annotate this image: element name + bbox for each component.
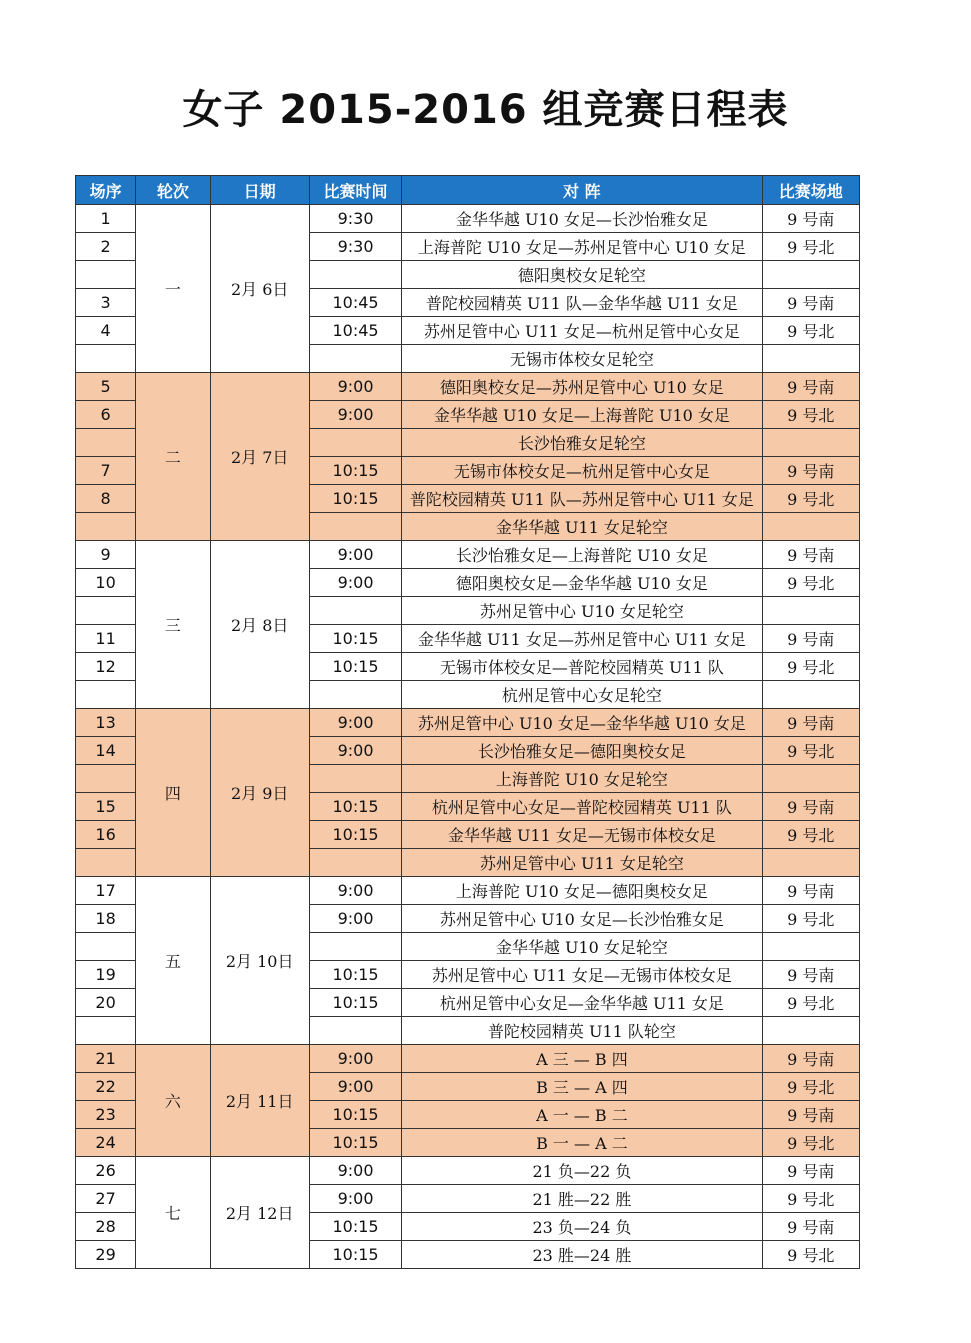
cell-venue: 9 号北 (762, 737, 859, 765)
cell-time: 9:00 (309, 1045, 401, 1073)
cell-time: 10:15 (309, 961, 401, 989)
table-body (76, 205, 860, 1269)
cell-time: 10:15 (309, 821, 401, 849)
cell-time (309, 597, 401, 625)
cell-venue: 9 号南 (762, 625, 859, 653)
cell-round: 三 (136, 541, 210, 709)
cell-round: 二 (136, 373, 210, 541)
cell-match: 德阳奥校女足—金华华越 U10 女足 (402, 569, 762, 597)
cell-time: 9:00 (309, 1073, 401, 1101)
schedule-table (75, 175, 860, 1269)
cell-seq (76, 933, 136, 961)
cell-seq: 28 (76, 1213, 136, 1241)
cell-time: 10:15 (309, 793, 401, 821)
table-row (76, 541, 860, 569)
cell-seq: 7 (76, 457, 136, 485)
cell-match: 无锡市体校女足—普陀校园精英 U11 队 (402, 653, 762, 681)
cell-seq: 12 (76, 653, 136, 681)
cell-match: 金华华越 U10 女足—上海普陀 U10 女足 (402, 401, 762, 429)
cell-round: 四 (136, 709, 210, 877)
cell-seq (76, 765, 136, 793)
cell-time: 10:15 (309, 485, 401, 513)
cell-venue: 9 号北 (762, 1073, 859, 1101)
cell-match: 德阳奥校女足—苏州足管中心 U10 女足 (402, 373, 762, 401)
cell-venue (762, 765, 859, 793)
cell-venue: 9 号北 (762, 653, 859, 681)
cell-match: 23 负—24 负 (402, 1213, 762, 1241)
cell-match: 杭州足管中心女足—普陀校园精英 U11 队 (402, 793, 762, 821)
cell-seq: 24 (76, 1129, 136, 1157)
cell-date: 2月 10日 (210, 877, 309, 1045)
cell-venue: 9 号北 (762, 1185, 859, 1213)
cell-match: 普陀校园精英 U11 队—苏州足管中心 U11 女足 (402, 485, 762, 513)
cell-venue: 9 号北 (762, 989, 859, 1017)
cell-round: 一 (136, 205, 210, 373)
cell-round: 五 (136, 877, 210, 1045)
cell-match: 杭州足管中心女足—金华华越 U11 女足 (402, 989, 762, 1017)
cell-venue: 9 号北 (762, 821, 859, 849)
cell-date: 2月 11日 (210, 1045, 309, 1157)
cell-venue (762, 597, 859, 625)
header-time: 比赛时间 (309, 176, 401, 205)
cell-seq (76, 345, 136, 373)
cell-match: 杭州足管中心女足轮空 (402, 681, 762, 709)
cell-venue (762, 513, 859, 541)
cell-time: 9:00 (309, 401, 401, 429)
cell-match: A 三 — B 四 (402, 1045, 762, 1073)
cell-seq (76, 849, 136, 877)
cell-time (309, 765, 401, 793)
cell-match: 苏州足管中心 U11 女足—杭州足管中心女足 (402, 317, 762, 345)
cell-time (309, 261, 401, 289)
cell-match: 21 胜—22 胜 (402, 1185, 762, 1213)
cell-date: 2月 7日 (210, 373, 309, 541)
cell-seq: 10 (76, 569, 136, 597)
cell-venue (762, 933, 859, 961)
cell-match: 金华华越 U11 女足—苏州足管中心 U11 女足 (402, 625, 762, 653)
cell-time: 9:00 (309, 569, 401, 597)
cell-time: 9:00 (309, 905, 401, 933)
cell-venue: 9 号南 (762, 1213, 859, 1241)
header-match: 对 阵 (402, 176, 762, 205)
cell-seq: 21 (76, 1045, 136, 1073)
table-row (76, 1045, 860, 1073)
cell-venue: 9 号北 (762, 401, 859, 429)
cell-venue: 9 号北 (762, 1129, 859, 1157)
table-header-row (76, 176, 860, 205)
cell-seq: 11 (76, 625, 136, 653)
cell-seq: 22 (76, 1073, 136, 1101)
header-round: 轮次 (136, 176, 210, 205)
cell-time: 10:15 (309, 1213, 401, 1241)
header-seq: 场序 (76, 176, 136, 205)
cell-venue (762, 849, 859, 877)
cell-match: 上海普陀 U10 女足—苏州足管中心 U10 女足 (402, 233, 762, 261)
cell-match: B 三 — A 四 (402, 1073, 762, 1101)
cell-time: 10:15 (309, 1129, 401, 1157)
cell-seq: 13 (76, 709, 136, 737)
cell-seq: 3 (76, 289, 136, 317)
cell-time: 10:15 (309, 625, 401, 653)
cell-seq: 19 (76, 961, 136, 989)
cell-seq: 29 (76, 1241, 136, 1269)
cell-seq: 5 (76, 373, 136, 401)
cell-time: 9:00 (309, 1157, 401, 1185)
cell-venue (762, 261, 859, 289)
cell-venue: 9 号南 (762, 793, 859, 821)
cell-date: 2月 12日 (210, 1157, 309, 1269)
cell-match: 苏州足管中心 U10 女足—长沙怡雅女足 (402, 905, 762, 933)
cell-match: 无锡市体校女足轮空 (402, 345, 762, 373)
cell-seq: 16 (76, 821, 136, 849)
cell-match: 德阳奥校女足轮空 (402, 261, 762, 289)
cell-seq (76, 597, 136, 625)
table-row (76, 877, 860, 905)
cell-match: 苏州足管中心 U10 女足轮空 (402, 597, 762, 625)
cell-seq (76, 1017, 136, 1045)
cell-venue: 9 号南 (762, 205, 859, 233)
cell-round: 七 (136, 1157, 210, 1269)
cell-match: 上海普陀 U10 女足—德阳奥校女足 (402, 877, 762, 905)
cell-venue (762, 345, 859, 373)
page-title: 女子 2015-2016 组竞赛日程表 (182, 87, 789, 133)
cell-time: 9:00 (309, 1185, 401, 1213)
cell-match: 苏州足管中心 U11 女足轮空 (402, 849, 762, 877)
cell-time: 10:45 (309, 317, 401, 345)
table-row (76, 709, 860, 737)
cell-venue (762, 681, 859, 709)
cell-match: 无锡市体校女足—杭州足管中心女足 (402, 457, 762, 485)
cell-seq (76, 681, 136, 709)
cell-seq (76, 429, 136, 457)
table-row (76, 1157, 860, 1185)
cell-match: 普陀校园精英 U11 队轮空 (402, 1017, 762, 1045)
cell-venue: 9 号南 (762, 289, 859, 317)
cell-match: 长沙怡雅女足—德阳奥校女足 (402, 737, 762, 765)
table-row (76, 205, 860, 233)
cell-match: 金华华越 U11 女足—无锡市体校女足 (402, 821, 762, 849)
cell-match: 金华华越 U10 女足轮空 (402, 933, 762, 961)
cell-time: 10:15 (309, 457, 401, 485)
cell-venue: 9 号北 (762, 317, 859, 345)
cell-time: 10:15 (309, 653, 401, 681)
cell-seq (76, 513, 136, 541)
cell-seq: 9 (76, 541, 136, 569)
cell-time: 9:00 (309, 877, 401, 905)
cell-seq: 27 (76, 1185, 136, 1213)
cell-seq: 14 (76, 737, 136, 765)
cell-time: 10:15 (309, 989, 401, 1017)
cell-time (309, 1017, 401, 1045)
cell-match: 苏州足管中心 U11 女足—无锡市体校女足 (402, 961, 762, 989)
cell-seq: 23 (76, 1101, 136, 1129)
cell-match: 23 胜—24 胜 (402, 1241, 762, 1269)
cell-match: 金华华越 U11 女足轮空 (402, 513, 762, 541)
cell-match: 21 负—22 负 (402, 1157, 762, 1185)
cell-time (309, 681, 401, 709)
cell-time: 9:30 (309, 205, 401, 233)
cell-seq: 18 (76, 905, 136, 933)
cell-seq: 4 (76, 317, 136, 345)
cell-date: 2月 8日 (210, 541, 309, 709)
cell-venue: 9 号南 (762, 1045, 859, 1073)
cell-seq: 6 (76, 401, 136, 429)
cell-seq: 17 (76, 877, 136, 905)
cell-time (309, 513, 401, 541)
cell-venue: 9 号南 (762, 877, 859, 905)
cell-time: 9:00 (309, 709, 401, 737)
cell-time: 10:45 (309, 289, 401, 317)
cell-seq: 26 (76, 1157, 136, 1185)
cell-venue: 9 号北 (762, 233, 859, 261)
cell-venue (762, 429, 859, 457)
cell-venue: 9 号北 (762, 1241, 859, 1269)
cell-time (309, 849, 401, 877)
cell-time (309, 345, 401, 373)
cell-seq: 8 (76, 485, 136, 513)
cell-time: 9:00 (309, 373, 401, 401)
cell-venue: 9 号南 (762, 1157, 859, 1185)
cell-venue (762, 1017, 859, 1045)
table-row (76, 373, 860, 401)
cell-match: 苏州足管中心 U10 女足—金华华越 U10 女足 (402, 709, 762, 737)
cell-match: 长沙怡雅女足—上海普陀 U10 女足 (402, 541, 762, 569)
cell-time: 9:00 (309, 541, 401, 569)
cell-seq: 15 (76, 793, 136, 821)
cell-venue: 9 号南 (762, 373, 859, 401)
cell-venue: 9 号南 (762, 961, 859, 989)
cell-time: 9:30 (309, 233, 401, 261)
cell-venue: 9 号北 (762, 905, 859, 933)
cell-match: B 一 — A 二 (402, 1129, 762, 1157)
cell-venue: 9 号北 (762, 569, 859, 597)
cell-match: A 一 — B 二 (402, 1101, 762, 1129)
cell-time: 9:00 (309, 737, 401, 765)
cell-time: 10:15 (309, 1101, 401, 1129)
cell-match: 金华华越 U10 女足—长沙怡雅女足 (402, 205, 762, 233)
header-venue: 比赛场地 (762, 176, 859, 205)
cell-venue: 9 号南 (762, 1101, 859, 1129)
cell-date: 2月 9日 (210, 709, 309, 877)
cell-round: 六 (136, 1045, 210, 1157)
cell-seq (76, 261, 136, 289)
cell-match: 长沙怡雅女足轮空 (402, 429, 762, 457)
cell-venue: 9 号南 (762, 709, 859, 737)
cell-seq: 1 (76, 205, 136, 233)
cell-venue: 9 号南 (762, 457, 859, 485)
cell-match: 普陀校园精英 U11 队—金华华越 U11 女足 (402, 289, 762, 317)
cell-venue: 9 号南 (762, 541, 859, 569)
cell-time: 10:15 (309, 1241, 401, 1269)
header-date: 日期 (210, 176, 309, 205)
cell-time (309, 933, 401, 961)
cell-seq: 2 (76, 233, 136, 261)
cell-date: 2月 6日 (210, 205, 309, 373)
cell-seq: 20 (76, 989, 136, 1017)
cell-venue: 9 号北 (762, 485, 859, 513)
cell-match: 上海普陀 U10 女足轮空 (402, 765, 762, 793)
cell-time (309, 429, 401, 457)
